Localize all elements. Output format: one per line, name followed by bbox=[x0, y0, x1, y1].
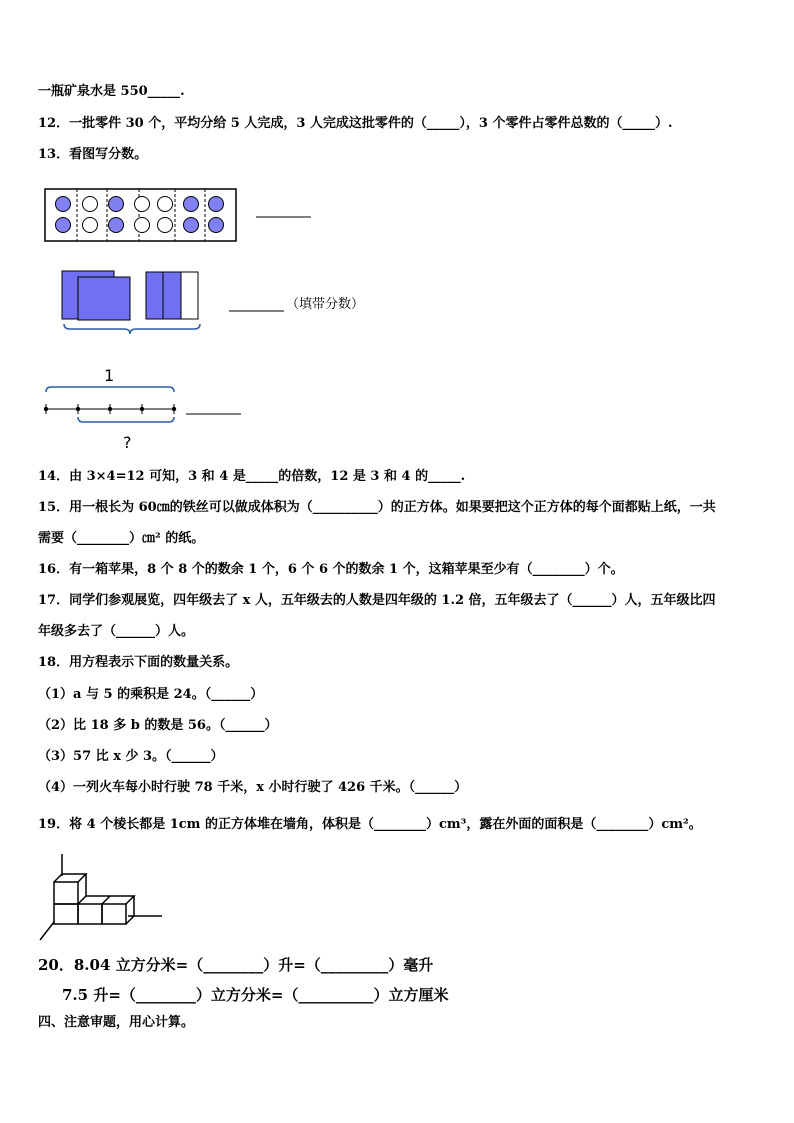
cubes-corner-figure bbox=[38, 852, 168, 944]
question-13: 13．看图写分数。 bbox=[38, 147, 148, 162]
number-line-figure bbox=[42, 380, 192, 430]
square-figure bbox=[60, 270, 210, 340]
question-18: 18．用方程表示下面的数量关系。 bbox=[38, 655, 239, 670]
question-20-line2: 7.5 升=（________）立方分米=（__________）立方厘米 bbox=[62, 986, 449, 1004]
question-20-line1: 20．8.04 立方分米=（________）升=（_________）毫升 bbox=[38, 956, 434, 974]
question-14: 14．由 3×4=12 可知，3 和 4 是_____的倍数，12 是 3 和 4 的_____. bbox=[38, 469, 466, 484]
numberline-label-question: ? bbox=[123, 433, 132, 452]
question-12: 12．一批零件 30 个，平均分给 5 人完成，3 人完成这批零件的（_____），3 个零件占零件总数的（_____）. bbox=[38, 116, 673, 131]
question-19: 19．将 4 个棱长都是 1cm 的正方体堆在墙角，体积是（________）cm³，露在外面的面积是（________）cm²。 bbox=[38, 817, 702, 832]
question-17-line2: 年级多去了（______）人。 bbox=[38, 624, 195, 639]
question-15-line2: 需要（________）㎝² 的纸。 bbox=[38, 531, 205, 546]
question-16: 16．有一箱苹果，8 个 8 个的数余 1 个，6 个 6 个的数余 1 个，这箱苹果至少有（________）个。 bbox=[38, 562, 624, 577]
question-17-line1: 17．同学们参观展览，四年级去了 x 人，五年级去的人数是四年级的 1.2 倍，五年级去了（______）人，五年级比四 bbox=[38, 593, 716, 608]
answer-blank-2 bbox=[229, 310, 285, 314]
section-4-heading: 四、注意审题，用心计算。 bbox=[38, 1015, 195, 1030]
question-15-line1: 15．用一根长为 60㎝的铁丝可以做成体积为（__________）的正方体。如果要把这个正方体的每个面都贴上纸，一共 bbox=[38, 500, 716, 515]
question-18-1: （1）a 与 5 的乘积是 24。（______） bbox=[38, 687, 264, 702]
question-18-2: （2）比 18 多 b 的数是 56。（______） bbox=[38, 718, 278, 733]
answer-blank-1 bbox=[256, 216, 312, 220]
line-bottle: 一瓶矿泉水是 550_____. bbox=[38, 84, 185, 99]
question-18-3: （3）57 比 x 少 3。（______） bbox=[38, 749, 224, 764]
circle-grid-figure bbox=[44, 188, 244, 244]
mixed-fraction-note: （填带分数） bbox=[286, 297, 365, 312]
answer-blank-3 bbox=[186, 413, 242, 417]
numberline-label-one: 1 bbox=[104, 366, 115, 385]
question-18-4: （4）一列火车每小时行驶 78 千米，x 小时行驶了 426 千米。（______） bbox=[38, 780, 468, 795]
